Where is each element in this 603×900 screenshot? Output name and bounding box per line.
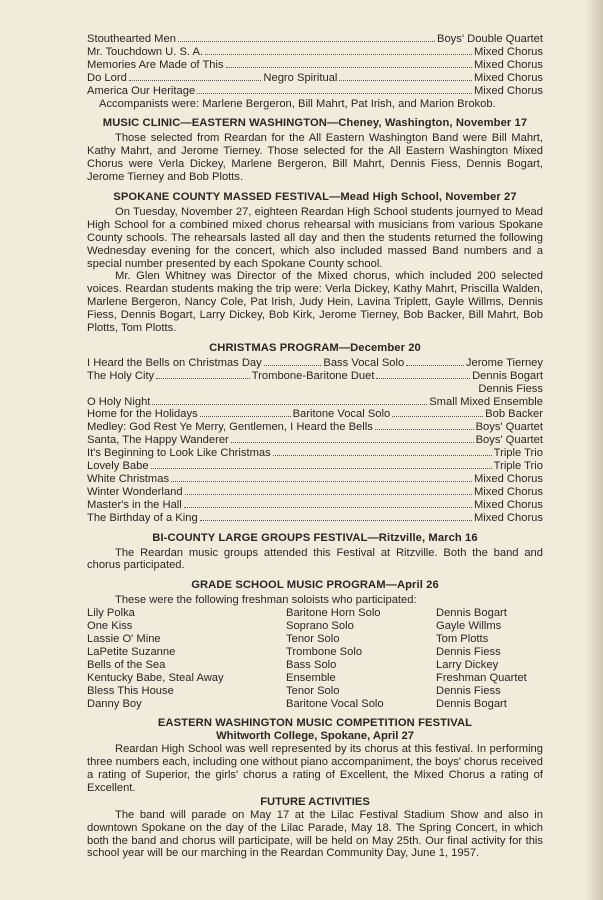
performer: Mixed Chorus [473,511,543,524]
list-item [87,633,543,646]
grade-list [87,607,543,710]
song-title: Home for the Holidays [87,408,198,421]
accompanists-text: Accompanists were: Marlene Bergeron, Bill Mahrt, Pat Irish, and Marion Brokob. [99,97,496,110]
clinic-text: Those selected from Reardan for the All Eastern Washington Band were Bill Mahrt, Kathy Mahrt, and Jerome Tierney. Those selected for the All Eastern Washington Mixed Chorus were Verla Dickey, Marlene Bergeron, Bill Mahrt, Dennis Fiess, Dennis Bogart, Jerome Tierney and Bob Plotts. [87,132,543,184]
bicounty-heading: BI-COUNTY LARGE GROUPS FESTIVAL—Ritzville, March 16 [152,531,478,544]
song-title: LaPetite Suzanne [87,645,176,658]
christmas-list [87,357,543,525]
program-row [87,512,543,525]
program-row [87,46,543,59]
list-item [87,659,543,672]
future-text: The band will parade on May 17 at the Lilac Festival Stadium Show and also in downtown Spokane on the day of the Lilac Parade, May 18. The Spring Concert, in which both the band and chorus will participate, will be held on May 25th. Our final activity for this school year will be our marching in the Reardan Community Day, June 1, 1957. [87,808,543,860]
song-title: Bells of the Sea [87,658,166,671]
performer: Mixed Chorus [473,485,543,498]
program-row [87,85,543,98]
massed-heading: SPOKANE COUNTY MASSED FESTIVAL—Mead High School, November 27 [113,190,517,203]
song-type: Bass Solo [286,658,337,671]
song-type: Baritone Vocal Solo [286,697,384,710]
performer: Mixed Chorus [473,58,543,71]
program-row [87,33,543,46]
performer: Tom Plotts [436,632,489,645]
performer: Mixed Chorus [473,84,543,97]
performer: Mixed Chorus [473,45,543,58]
list-item [87,646,543,659]
program-row [87,434,543,447]
song-title: Lassie O' Mine [87,632,161,645]
song-title: Santa, The Happy Wanderer [87,434,229,447]
program-row [87,447,543,460]
song-type: Negro Spiritual [263,71,338,84]
program-row [87,59,543,72]
massed-paragraph-1: On Tuesday, November 27, eighteen Reardan High School students journyed to Mead High School for a combined mixed chorus rehearsal with musicians from various Spokane County schools. The rehearsals lasted all day and then the students returned the following Wednesday evening for the concert, which also included massed Band numbers and a special number presented by each Spokane County school. [87,205,543,270]
competition-text: Reardan High School was well represented by its chorus at this festival. In performing three numbers each, including one without piano accompaniment, the boys' chorus received a rating of Superior, the girls' chorus a rating of Excellent, the Mixed Chorus a rating of Excellent. [87,743,543,794]
list-item [87,620,543,633]
program-row [87,72,543,85]
performer: Larry Dickey [436,658,499,671]
song-title: Medley: God Rest Ye Merry, Gentlemen, I Heard the Bells [87,421,373,434]
song-title: One Kiss [87,620,133,633]
program-row [87,408,543,421]
christmas-heading: CHRISTMAS PROGRAM—December 20 [209,341,421,354]
program-row [87,421,543,434]
song-type: Tenor Solo [286,684,340,697]
performer: Small Mixed Ensemble [429,395,543,408]
future-heading: FUTURE ACTIVITIES [260,795,370,808]
program-row [87,357,543,370]
performer: Boys' Quartet [475,434,543,447]
song-title: America Our Heritage [87,84,196,97]
performer: Mixed Chorus [473,498,543,511]
song-type: Ensemble [286,671,336,684]
performer: Triple Trio [493,460,543,473]
performer: Dennis Bogart [436,697,507,710]
list-item [87,672,543,685]
performer: Boys' Quartet [475,421,543,434]
performer: Bob Backer [485,408,543,421]
song-type: Trombone Solo [286,645,363,658]
program-row [87,499,543,512]
program-row [87,486,543,499]
performer-second-line: Dennis Fiess [478,382,543,395]
song-title: Stouthearted Men [87,33,176,45]
song-title: Danny Boy [87,697,142,710]
program-row [87,396,543,409]
song-title: Master's in the Hall [87,498,182,511]
song-title: I Heard the Bells on Christmas Day [87,356,262,369]
list-item [87,685,543,698]
performer: Dennis Bogart [436,607,507,620]
performer: Dennis Bogart [472,369,543,382]
program-row [87,370,543,383]
song-title: Mr. Touchdown U. S. A. [87,45,204,58]
performer: Jerome Tierney [465,356,543,369]
song-type: Trombone-Baritone Duet [251,369,375,382]
song-type: Bass Vocal Solo [323,356,405,369]
bicounty-text: The Reardan music groups attended this Festival at Ritzville. Both the band and chorus participated. [87,546,543,572]
song-title: Winter Wonderland [87,485,183,498]
program-row [87,473,543,486]
song-title: Lily Polka [87,607,135,620]
song-title: O Holy Night [87,395,151,408]
song-title: The Holy City [87,369,155,382]
performer: Mixed Chorus [473,473,543,485]
song-type: Baritone Vocal Solo [292,408,391,421]
song-title: Kentucky Babe, Steal Away [87,671,224,684]
grade-intro: These were the following freshman soloists who participated: [115,594,417,607]
competition-heading: EASTERN WASHINGTON MUSIC COMPETITION FESTIVAL [157,717,473,730]
performer: Gayle Willms [436,620,502,633]
clinic-heading: MUSIC CLINIC—EASTERN WASHINGTON—Cheney, Washington, November 17 [102,117,528,130]
song-title: The Birthday of a King [87,511,198,524]
program-row [87,460,543,473]
song-type: Tenor Solo [286,632,340,645]
song-title: Lovely Babe [87,460,149,473]
performer: Dennis Fiess [436,645,501,658]
performer: Dennis Fiess [436,684,501,697]
song-title: Memories Are Made of This [87,58,224,71]
program-list [87,33,543,110]
list-item [87,698,543,711]
competition-subheading: Whitworth College, Spokane, April 27 [216,730,414,743]
massed-paragraph-2: Mr. Glen Whitney was Director of the Mixed chorus, which included 200 selected voices. Reardan students making the trip were: Verla Dickey, Kathy Mahrt, Priscilla Walden, Marlene Bergeron, Nancy Cole, Pat Irish, Judy Hein, Lavina Triplett, Gayle Willms, Dennis Fiess, Dennis Bogart, Larry Dickey, Bob Kirk, Jerome Tierney, Bob Backer, Bill Mahrt, Bob Plotts, Tom Plotts. [87,270,543,335]
song-title: Bless This House [87,684,174,697]
song-title: White Christmas [87,473,170,485]
song-type: Baritone Horn Solo [286,607,381,620]
list-item [87,607,543,620]
performer: Freshman Quartet [436,671,527,684]
grade-heading: GRADE SCHOOL MUSIC PROGRAM—April 26 [191,579,439,592]
song-title: Do Lord [87,71,127,84]
song-type: Soprano Solo [286,620,354,633]
performer: Triple Trio [493,447,543,460]
song-title: It's Beginning to Look Like Christmas [87,447,271,460]
performer: Boys' Double Quartet [437,33,543,45]
performer: Mixed Chorus [474,71,544,84]
